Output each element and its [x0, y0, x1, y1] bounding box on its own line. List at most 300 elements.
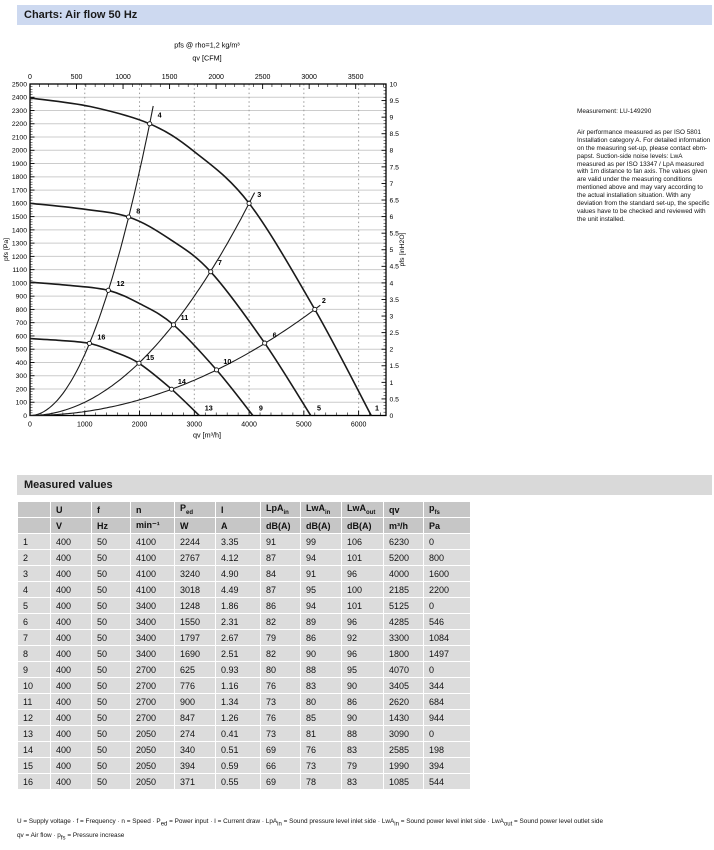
table-cell: 2200: [424, 582, 470, 597]
table-cell: 7: [18, 630, 50, 645]
chart-text: 1700: [11, 187, 27, 195]
column-header: n: [131, 502, 174, 517]
chart-text: 0: [389, 412, 394, 420]
table-row: [18, 598, 470, 613]
table-cell: 3240: [175, 566, 215, 581]
airflow-chart: [0, 36, 440, 446]
chart-text: 1000: [115, 74, 131, 81]
table-cell: 50: [92, 662, 130, 677]
table-cell: 2050: [131, 774, 174, 789]
table-cell: 4100: [131, 566, 174, 581]
column-header: LwA$_{out}$: [342, 502, 383, 517]
table-cell: 82: [261, 614, 300, 629]
table-cell: 4100: [131, 534, 174, 549]
table-cell: 1: [18, 534, 50, 549]
table-cell: 4100: [131, 550, 174, 565]
table-cell: 88: [342, 726, 383, 741]
chart-text: 6: [389, 214, 394, 221]
chart-text: 1500: [161, 74, 178, 81]
table-cell: 50: [92, 710, 130, 725]
legend-line-2: qv = Air flow · $p_{fs}$ = Pressure increase: [17, 832, 125, 842]
table-cell: 400: [51, 598, 91, 613]
table-cell: 90: [301, 646, 341, 661]
table-cell: 2: [18, 550, 50, 565]
table-cell: 95: [301, 582, 341, 597]
table-cell: 73: [261, 694, 300, 709]
table-cell: 3400: [131, 646, 174, 661]
chart-text: 4: [389, 280, 394, 288]
table-cell: 50: [92, 774, 130, 789]
table-cell: 89: [301, 614, 341, 629]
table-cell: 15: [18, 758, 50, 773]
table-cell: 10: [18, 678, 50, 693]
table-row: [18, 774, 470, 789]
table-row: [18, 742, 470, 757]
table-row: [18, 710, 470, 725]
column-header: V: [51, 518, 91, 533]
table-cell: 400: [51, 630, 91, 645]
table-cell: 8: [18, 646, 50, 661]
table-cell: 96: [342, 614, 383, 629]
chart-text: 200: [15, 386, 27, 394]
point-label-10: 10: [223, 356, 232, 366]
chart-text: 900: [15, 293, 27, 301]
table-cell: 546: [424, 614, 470, 629]
point-label-9: 9: [258, 403, 263, 413]
table-cell: 394: [424, 758, 470, 773]
chart-text: 0: [28, 74, 32, 81]
column-header: A: [216, 518, 260, 533]
table-row: [18, 758, 470, 773]
chart-text: 9: [389, 114, 394, 122]
table-cell: 9: [18, 662, 50, 677]
column-header: W: [175, 518, 215, 533]
operating-point-8: [126, 215, 130, 219]
table-row: [18, 630, 470, 645]
point-label-8: 8: [136, 206, 141, 216]
table-cell: 1.26: [216, 710, 260, 725]
table-row: [18, 678, 470, 693]
column-header: m³/h: [384, 518, 423, 533]
table-cell: 6230: [384, 534, 423, 549]
table-cell: 73: [301, 758, 341, 773]
table-cell: 544: [424, 774, 470, 789]
system-curve: [30, 193, 255, 416]
chart-text: 1000: [11, 280, 27, 288]
chart-text: 1600: [11, 200, 27, 208]
table-cell: 684: [424, 694, 470, 709]
table-cell: 101: [342, 550, 383, 565]
table-cell: 84: [261, 566, 300, 581]
table-cell: 50: [92, 646, 130, 661]
table-cell: 95: [342, 662, 383, 677]
point-label-15: 15: [146, 353, 155, 363]
chart-text: 2400: [11, 94, 27, 102]
chart-text: 0: [23, 412, 27, 420]
column-header: LwA$_{in}$: [301, 502, 341, 517]
point-label-2: 2: [321, 296, 326, 306]
table-cell: 400: [51, 566, 91, 581]
point-label-4: 4: [157, 110, 162, 120]
chart-text: 3000: [186, 421, 203, 429]
table-cell: 2244: [175, 534, 215, 549]
chart-text: 3000: [301, 74, 317, 81]
table-cell: 0: [424, 662, 470, 677]
chart-plot-area: [12, 74, 399, 429]
point-label-1: 1: [375, 403, 380, 413]
chart-text: 2300: [11, 107, 27, 115]
table-cell: 83: [301, 678, 341, 693]
table-cell: 50: [92, 534, 130, 549]
table-cell: 82: [261, 646, 300, 661]
measurement-note: [577, 108, 711, 224]
chart-text: 0: [28, 421, 32, 429]
table-cell: 91: [261, 534, 300, 549]
table-body: [18, 534, 470, 789]
table-cell: 90: [342, 710, 383, 725]
table-cell: 4070: [384, 662, 423, 677]
table-cell: 394: [175, 758, 215, 773]
column-header: qv: [384, 502, 423, 517]
operating-point-4: [148, 122, 152, 126]
table-cell: 76: [261, 710, 300, 725]
chart-text: 1500: [11, 214, 27, 221]
chart-text: 5.5: [389, 230, 399, 238]
table-cell: 3018: [175, 582, 215, 597]
left-axis-label: pfs [Pa]: [3, 237, 10, 262]
table-cell: 2.67: [216, 630, 260, 645]
table-cell: 776: [175, 678, 215, 693]
table-cell: 1497: [424, 646, 470, 661]
chart-text: 9.5: [389, 97, 399, 105]
chart-text: 2000: [208, 74, 224, 81]
table-cell: 198: [424, 742, 470, 757]
table-cell: 400: [51, 678, 91, 693]
chart-text: 2200: [11, 121, 27, 129]
table-row: [18, 646, 470, 661]
table-cell: 400: [51, 694, 91, 709]
table-cell: 11: [18, 694, 50, 709]
column-header: I: [216, 502, 260, 517]
table-cell: 94: [301, 598, 341, 613]
table-cell: 1.34: [216, 694, 260, 709]
column-header: $p_{fs}$: [424, 502, 470, 517]
point-label-14: 14: [177, 376, 186, 386]
table-cell: 3400: [131, 598, 174, 613]
table-cell: 4: [18, 582, 50, 597]
table-cell: 847: [175, 710, 215, 725]
table-cell: 80: [261, 662, 300, 677]
table-cell: 2050: [131, 758, 174, 773]
table-cell: 81: [301, 726, 341, 741]
chart-text: 400: [15, 359, 27, 367]
table-cell: 5125: [384, 598, 423, 613]
table-cell: 5200: [384, 550, 423, 565]
table-cell: 0.59: [216, 758, 260, 773]
table-cell: 2.51: [216, 646, 260, 661]
table-cell: 1084: [424, 630, 470, 645]
chart-text: 7.5: [389, 164, 399, 172]
chart-text: 6.5: [389, 197, 399, 205]
chart-text: 3: [389, 313, 394, 321]
table-cell: 900: [175, 694, 215, 709]
table-cell: 1797: [175, 630, 215, 645]
table-cell: 50: [92, 598, 130, 613]
measured-values-table: [17, 501, 471, 790]
table-cell: 50: [92, 630, 130, 645]
table-cell: 400: [51, 534, 91, 549]
table-cell: 100: [342, 582, 383, 597]
table-cell: 101: [342, 598, 383, 613]
table-cell: 400: [51, 614, 91, 629]
system-curve: [30, 106, 153, 416]
chart-text: 8: [389, 147, 394, 155]
chart-text: 1.5: [389, 363, 399, 371]
table-cell: 1800: [384, 646, 423, 661]
table-cell: 2700: [131, 678, 174, 693]
table-cell: 4.49: [216, 582, 260, 597]
table-cell: 2700: [131, 694, 174, 709]
chart-text: 2100: [11, 134, 27, 142]
table-cell: 2700: [131, 710, 174, 725]
operating-point-6: [263, 341, 267, 345]
table-cell: 91: [301, 566, 341, 581]
operating-point-16: [87, 341, 91, 345]
table-cell: 106: [342, 534, 383, 549]
table-cell: 625: [175, 662, 215, 677]
table-cell: 3405: [384, 678, 423, 693]
point-label-12: 12: [116, 278, 125, 288]
chart-text: 1: [389, 379, 394, 387]
table-cell: 2767: [175, 550, 215, 565]
chart-text: 1400: [11, 227, 27, 235]
table-cell: 90: [342, 678, 383, 693]
column-header: $P_{ed}$: [175, 502, 215, 517]
table-header: [18, 502, 470, 533]
table-cell: 4100: [131, 582, 174, 597]
operating-point-2: [313, 307, 317, 311]
table-cell: 99: [301, 534, 341, 549]
table-cell: 1600: [424, 566, 470, 581]
table-cell: 944: [424, 710, 470, 725]
bottom-axis-label: qv [m³/h]: [193, 430, 221, 440]
table-cell: 4285: [384, 614, 423, 629]
table-cell: 0.93: [216, 662, 260, 677]
right-axis-label: pfs [inH2O]: [399, 232, 406, 267]
table-cell: 76: [301, 742, 341, 757]
column-header: LpA$_{in}$: [261, 502, 300, 517]
section-header-charts-title: Charts: Air flow 50 Hz: [24, 9, 138, 21]
table-cell: 4.12: [216, 550, 260, 565]
legend-line-1: U = Supply voltage · f = Frequency · n = Speed · $P_{ed}$ = Power input · I = Current draw · LpA$_{in}$ = Sound pressure level inlet side · LwA$_{in}$ = Sound power level inlet side · LwA$_{out}$ = Sound power level outlet side: [17, 818, 604, 828]
table-cell: 14: [18, 742, 50, 757]
chart-text: 700: [15, 320, 27, 328]
table-cell: 86: [261, 598, 300, 613]
table-cell: 1550: [175, 614, 215, 629]
point-label-5: 5: [316, 403, 321, 413]
column-header: f: [92, 502, 130, 517]
table-cell: 88: [301, 662, 341, 677]
table-row: [18, 662, 470, 677]
table-cell: 83: [342, 742, 383, 757]
table-row: [18, 694, 470, 709]
table-cell: 12: [18, 710, 50, 725]
table-cell: 13: [18, 726, 50, 741]
chart-text: 7: [389, 180, 394, 188]
table-header-row: [18, 518, 470, 533]
chart-text: 300: [15, 373, 27, 381]
table-cell: 50: [92, 614, 130, 629]
measurement-note-body: Air performance measured as per ISO 5801 Installation category A. For detailed information on the measuring set-up, please contact ebm-papst. Suction-side noise levels: LwA measured as per ISO 13347 / LpA measured with 1m distance to fan axis. The values given are valid under the measuring conditions mentioned above and may vary according to the actual installation situation. With any deviation from the standard set-up, the specific values have to be checked and reviewed with the unit installed.: [577, 128, 711, 223]
table-cell: 96: [342, 646, 383, 661]
table-cell: 1.16: [216, 678, 260, 693]
footnote-legend: [17, 818, 709, 847]
column-header: Hz: [92, 518, 130, 533]
table-cell: 94: [301, 550, 341, 565]
operating-point-12: [106, 288, 110, 292]
table-cell: 2185: [384, 582, 423, 597]
operating-point-10: [214, 368, 218, 372]
chart-text: 2000: [11, 147, 27, 155]
chart-text: 2: [389, 346, 394, 354]
table-cell: 92: [342, 630, 383, 645]
table-cell: 3400: [131, 630, 174, 645]
table-cell: 5: [18, 598, 50, 613]
table-cell: 50: [92, 742, 130, 757]
column-header: dB(A): [261, 518, 300, 533]
table-cell: 400: [51, 710, 91, 725]
point-label-13: 13: [204, 403, 213, 413]
table-cell: 1990: [384, 758, 423, 773]
table-cell: 3.35: [216, 534, 260, 549]
column-header: U: [51, 502, 91, 517]
table-cell: 1430: [384, 710, 423, 725]
chart-text: 4000: [241, 421, 257, 429]
chart-text: 500: [70, 74, 83, 81]
table-cell: 78: [301, 774, 341, 789]
operating-point-3: [247, 201, 251, 205]
table-cell: 6: [18, 614, 50, 629]
table-cell: 3090: [384, 726, 423, 741]
chart-title: pfs @ rho=1,2 kg/m³: [174, 40, 240, 50]
table-cell: 76: [261, 678, 300, 693]
chart-text: 3.5: [389, 296, 399, 304]
table-cell: 344: [424, 678, 470, 693]
table-cell: 400: [51, 758, 91, 773]
table-cell: 4000: [384, 566, 423, 581]
chart-text: 2500: [254, 74, 271, 81]
column-header: min⁻¹: [131, 518, 174, 533]
table-cell: 400: [51, 726, 91, 741]
table-cell: 340: [175, 742, 215, 757]
table-cell: 86: [301, 630, 341, 645]
table-cell: 274: [175, 726, 215, 741]
chart-text: 6000: [350, 421, 367, 429]
operating-point-7: [209, 270, 213, 274]
chart-text: 1900: [11, 160, 27, 168]
chart-text: 2500: [11, 81, 27, 89]
table-cell: 3400: [131, 614, 174, 629]
chart-text: 1300: [11, 240, 27, 248]
table-cell: 50: [92, 550, 130, 565]
chart-text: 2.5: [389, 330, 399, 338]
column-header: dB(A): [301, 518, 341, 533]
table-cell: 1.86: [216, 598, 260, 613]
table-cell: 83: [342, 774, 383, 789]
table-cell: 0: [424, 598, 470, 613]
column-header: [18, 518, 50, 533]
table-cell: 1085: [384, 774, 423, 789]
table-cell: 400: [51, 774, 91, 789]
table-cell: 50: [92, 758, 130, 773]
table-cell: 3: [18, 566, 50, 581]
table-cell: 69: [261, 742, 300, 757]
table-cell: 66: [261, 758, 300, 773]
table-cell: 0.51: [216, 742, 260, 757]
table-cell: 2050: [131, 726, 174, 741]
table-cell: 2050: [131, 742, 174, 757]
table-cell: 0.41: [216, 726, 260, 741]
chart-text: 3500: [347, 74, 364, 81]
chart-text: 600: [15, 333, 27, 341]
column-header: [18, 502, 50, 517]
table-cell: 50: [92, 678, 130, 693]
table-cell: 50: [92, 694, 130, 709]
table-cell: 1248: [175, 598, 215, 613]
chart-text: 1000: [76, 421, 93, 429]
table-row: [18, 614, 470, 629]
operating-point-14: [169, 387, 173, 391]
chart-text: 1200: [11, 253, 27, 261]
table-cell: 2700: [131, 662, 174, 677]
point-label-11: 11: [180, 313, 189, 323]
table-header-row: [18, 502, 470, 517]
chart-text: 500: [15, 346, 27, 354]
table-cell: 0: [424, 726, 470, 741]
table-cell: 400: [51, 582, 91, 597]
operating-point-11: [171, 323, 175, 327]
section-header-measured-values: [17, 475, 712, 495]
table-cell: 79: [261, 630, 300, 645]
point-label-16: 16: [97, 332, 106, 342]
chart-text: 1800: [11, 174, 27, 182]
table-cell: 85: [301, 710, 341, 725]
operating-point-15: [137, 361, 141, 365]
section-header-measured-values-title: Measured values: [24, 479, 113, 491]
chart-text: 1100: [12, 267, 27, 275]
table-cell: 400: [51, 646, 91, 661]
table-cell: 371: [175, 774, 215, 789]
table-cell: 2.31: [216, 614, 260, 629]
table-cell: 0: [424, 534, 470, 549]
table-cell: 400: [51, 742, 91, 757]
measurement-id: Measurement: LU-149290: [577, 108, 652, 115]
table-cell: 69: [261, 774, 300, 789]
table-cell: 3300: [384, 630, 423, 645]
chart-text: 800: [15, 306, 27, 314]
column-header: Pa: [424, 518, 470, 533]
table-cell: 50: [92, 726, 130, 741]
chart-text: 8.5: [389, 131, 399, 139]
table-cell: 0.55: [216, 774, 260, 789]
chart-text: 0.5: [389, 396, 399, 404]
table-cell: 73: [261, 726, 300, 741]
table-row: [18, 534, 470, 549]
table-cell: 79: [342, 758, 383, 773]
chart-text: 5: [389, 247, 394, 255]
point-label-7: 7: [217, 258, 222, 268]
table-cell: 2620: [384, 694, 423, 709]
